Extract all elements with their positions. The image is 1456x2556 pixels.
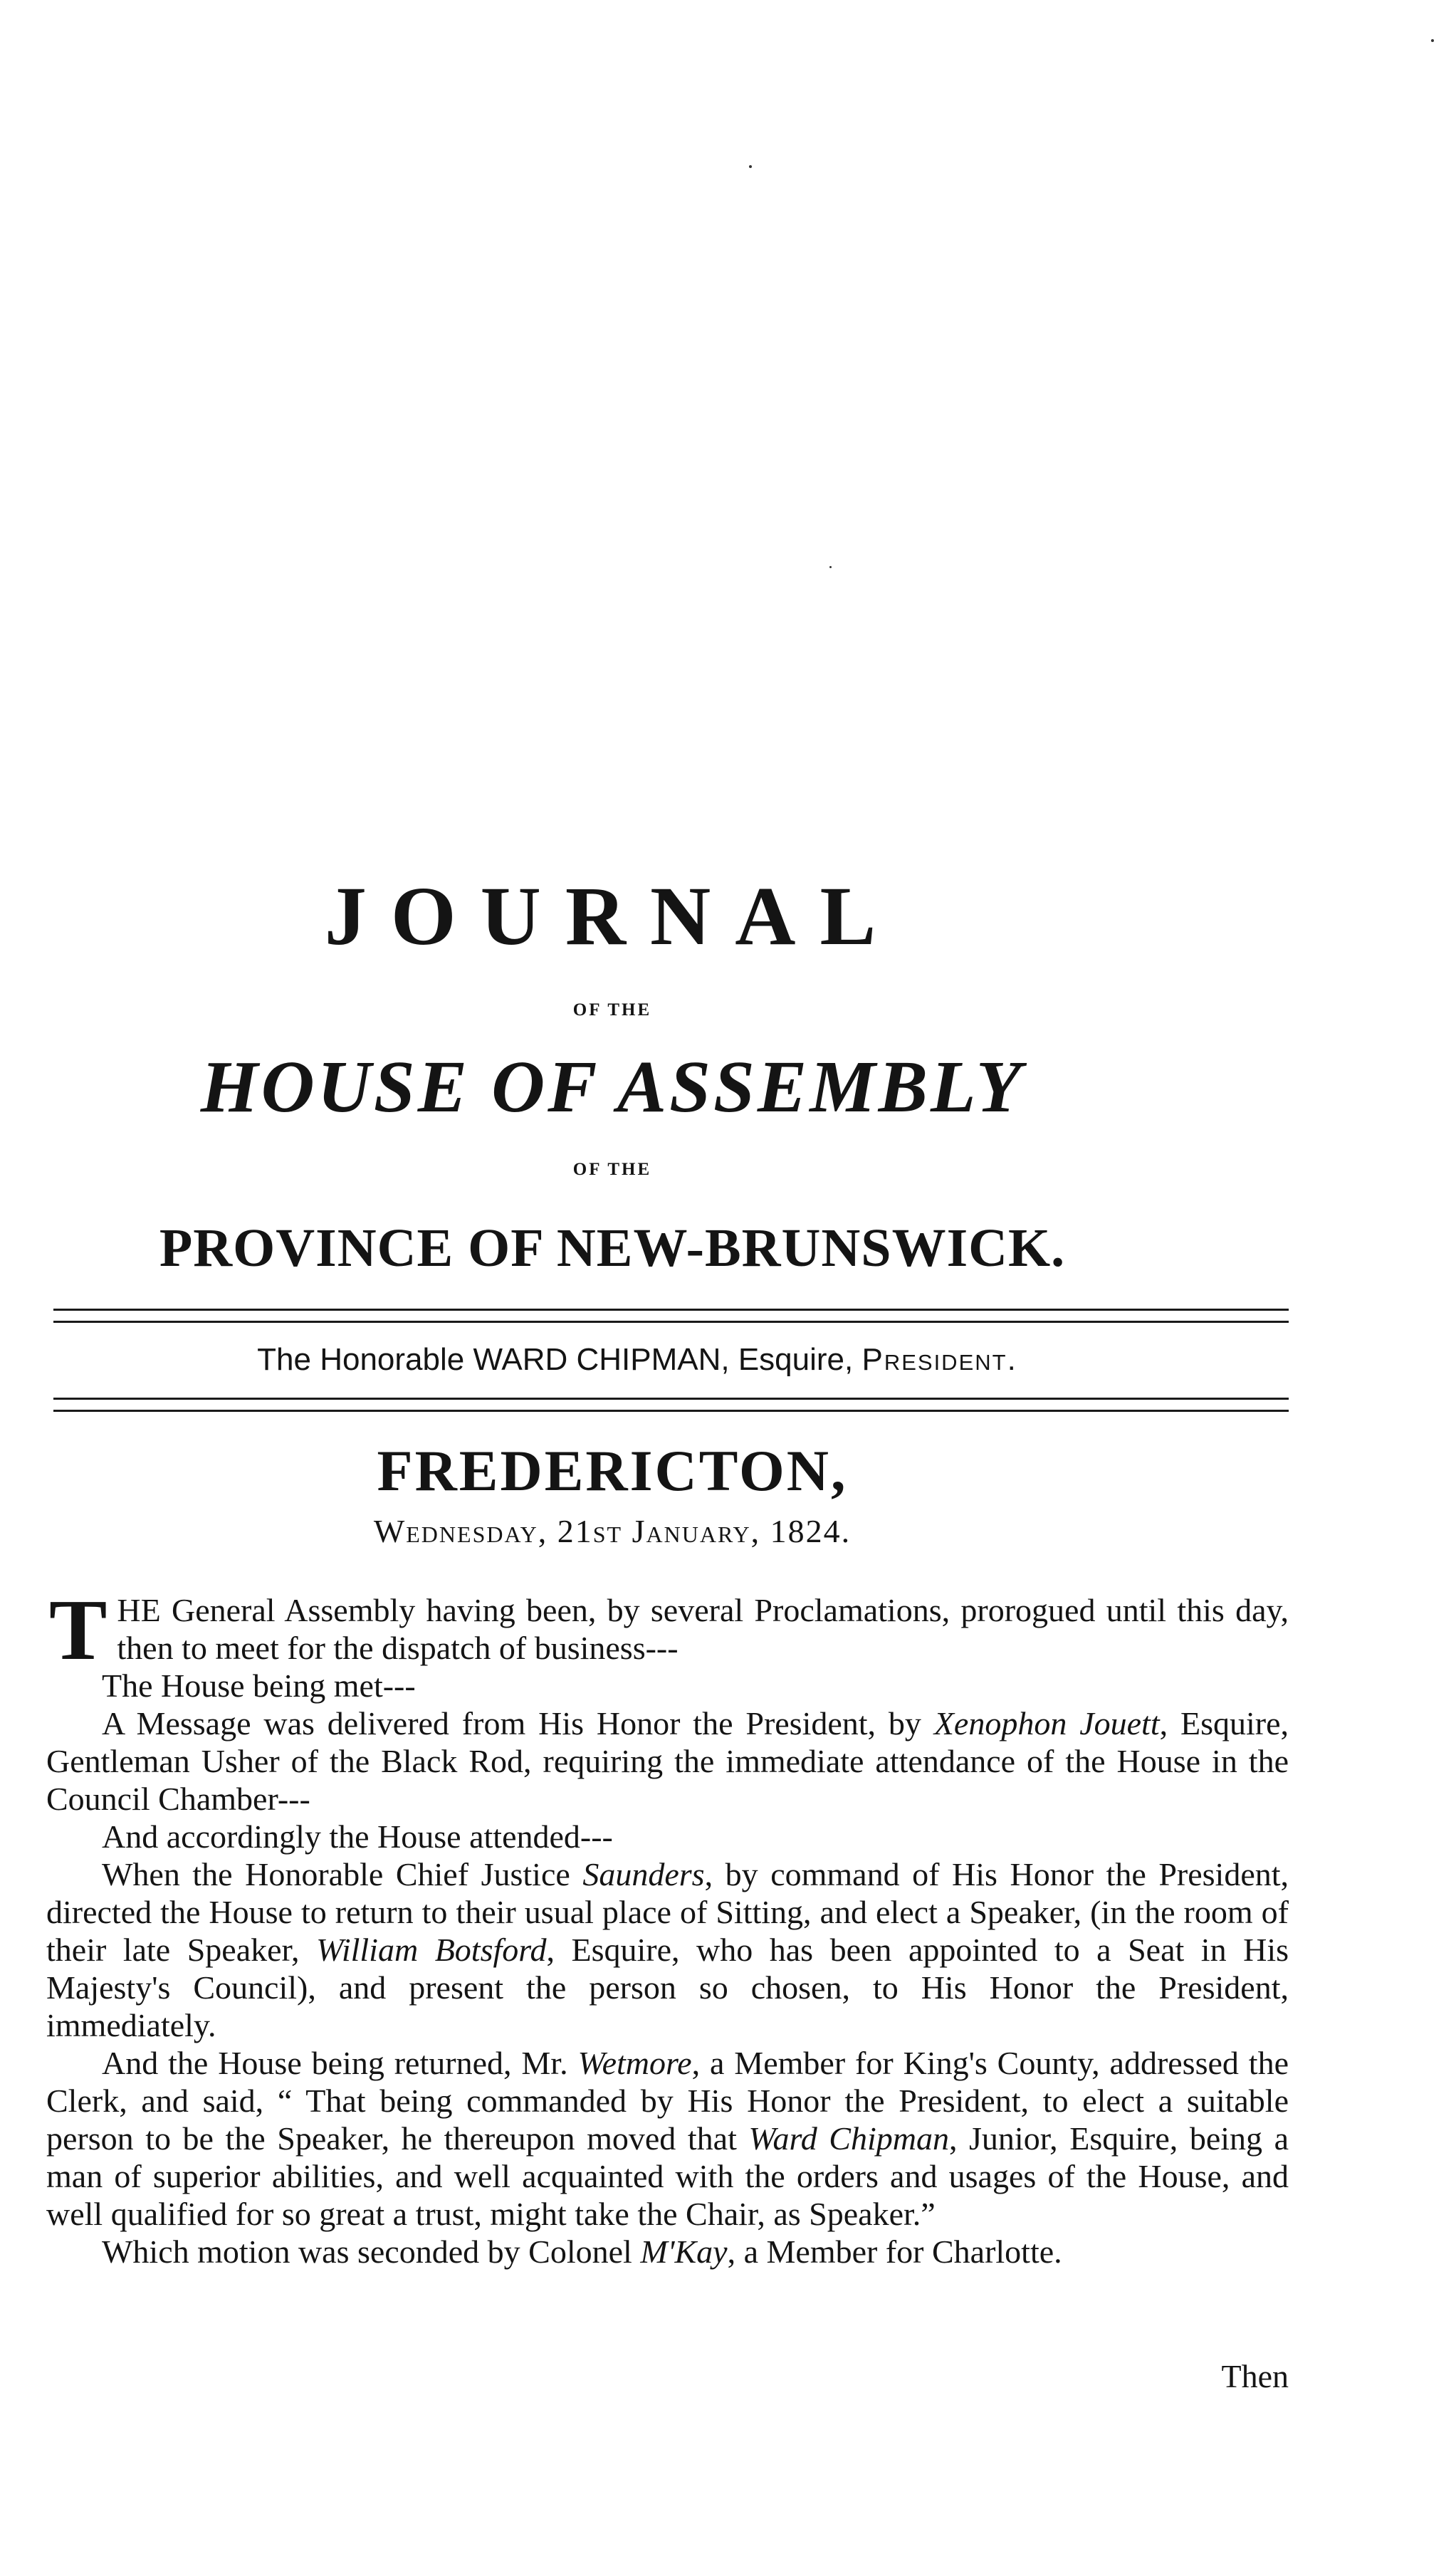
paper-speck bbox=[1431, 39, 1434, 42]
paragraph-text: And the House being returned, Mr. bbox=[102, 2045, 578, 2081]
date-line: Wednesday, 21st January, 1824. bbox=[373, 1513, 852, 1549]
journal-title: JOURNAL bbox=[324, 869, 901, 963]
person-name: Saunders bbox=[582, 1856, 705, 1892]
paragraph bbox=[46, 2233, 1289, 2270]
paragraph-text: , Esquire, who has been appointed to a Seat in His Majesty's Council), and present the person so chosen, to His Honor the President, immediately. bbox=[46, 1932, 1289, 2043]
paragraph-text: When the Honorable Chief Justice bbox=[102, 1856, 583, 1892]
drop-cap: T bbox=[49, 1582, 108, 1678]
person-name: Ward Chipman bbox=[748, 2120, 949, 2157]
paragraph-text: , Esquire, Gentleman Usher of the Black Rod, requiring the immediate attendance of the House in the Council Chamber--- bbox=[46, 1705, 1289, 1817]
person-name: M'Kay bbox=[640, 2233, 728, 2270]
paper-speck bbox=[749, 165, 752, 168]
paper-speck bbox=[829, 566, 832, 568]
catchword: Then bbox=[1221, 2358, 1289, 2394]
person-name: Xenophon Jouett bbox=[933, 1705, 1160, 1741]
paragraph-text: , by command of His Honor the President, directed the House to return to their usual place of Sitting, and elect a Speaker, (in the room of their late Speaker, bbox=[46, 1856, 1289, 1968]
journal-body bbox=[46, 1582, 1289, 2270]
paragraph: And accordingly the House attended--- bbox=[102, 1818, 613, 1855]
paragraph-text: HE General Assembly having been, by several Proclamations, prorogued until this day, then to meet for the dispatch of business--- bbox=[117, 1592, 1289, 1666]
person-name: Wetmore bbox=[577, 2045, 692, 2081]
paragraph bbox=[46, 1855, 1289, 2044]
paragraph-text: A Message was delivered from His Honor the President, by bbox=[102, 1705, 934, 1741]
paragraph bbox=[46, 1704, 1289, 1818]
house-of-assembly-title: HOUSE OF ASSEMBLY bbox=[200, 1046, 1025, 1128]
paragraph-text: , a Member for King's County, addressed the Clerk, and said, “ That being commanded by His Honor the President, to elect a suitable person to be the Speaker, he thereupon moved that bbox=[46, 2045, 1289, 2157]
president-title: President. bbox=[861, 1342, 1017, 1377]
province-title: PROVINCE OF NEW-BRUNSWICK. bbox=[159, 1218, 1066, 1278]
paragraph-text: , a Member for Charlotte. bbox=[727, 2233, 1062, 2270]
of-the-label: OF THE bbox=[572, 1160, 652, 1179]
double-rule-divider bbox=[53, 1309, 1289, 1323]
place-heading: FREDERICTON, bbox=[377, 1438, 848, 1503]
president-line bbox=[0, 1344, 1274, 1376]
paragraph-text: Which motion was seconded by Colonel bbox=[102, 2233, 641, 2270]
double-rule-divider bbox=[53, 1398, 1289, 1412]
of-the-label: OF THE bbox=[572, 1000, 652, 1020]
person-name: William Botsford bbox=[316, 1932, 547, 1968]
paragraph bbox=[46, 2044, 1289, 2233]
president-name: The Honorable WARD CHIPMAN, Esquire, bbox=[257, 1342, 854, 1377]
paragraph-text: , Junior, Esquire, being a man of superior abilities, and well acquainted with the orders and usages of the House, and well qualified for so great a trust, might take the Chair, as Speaker.” bbox=[46, 2120, 1289, 2232]
paragraph bbox=[46, 1582, 1289, 1678]
paragraph: The House being met--- bbox=[102, 1667, 416, 1704]
